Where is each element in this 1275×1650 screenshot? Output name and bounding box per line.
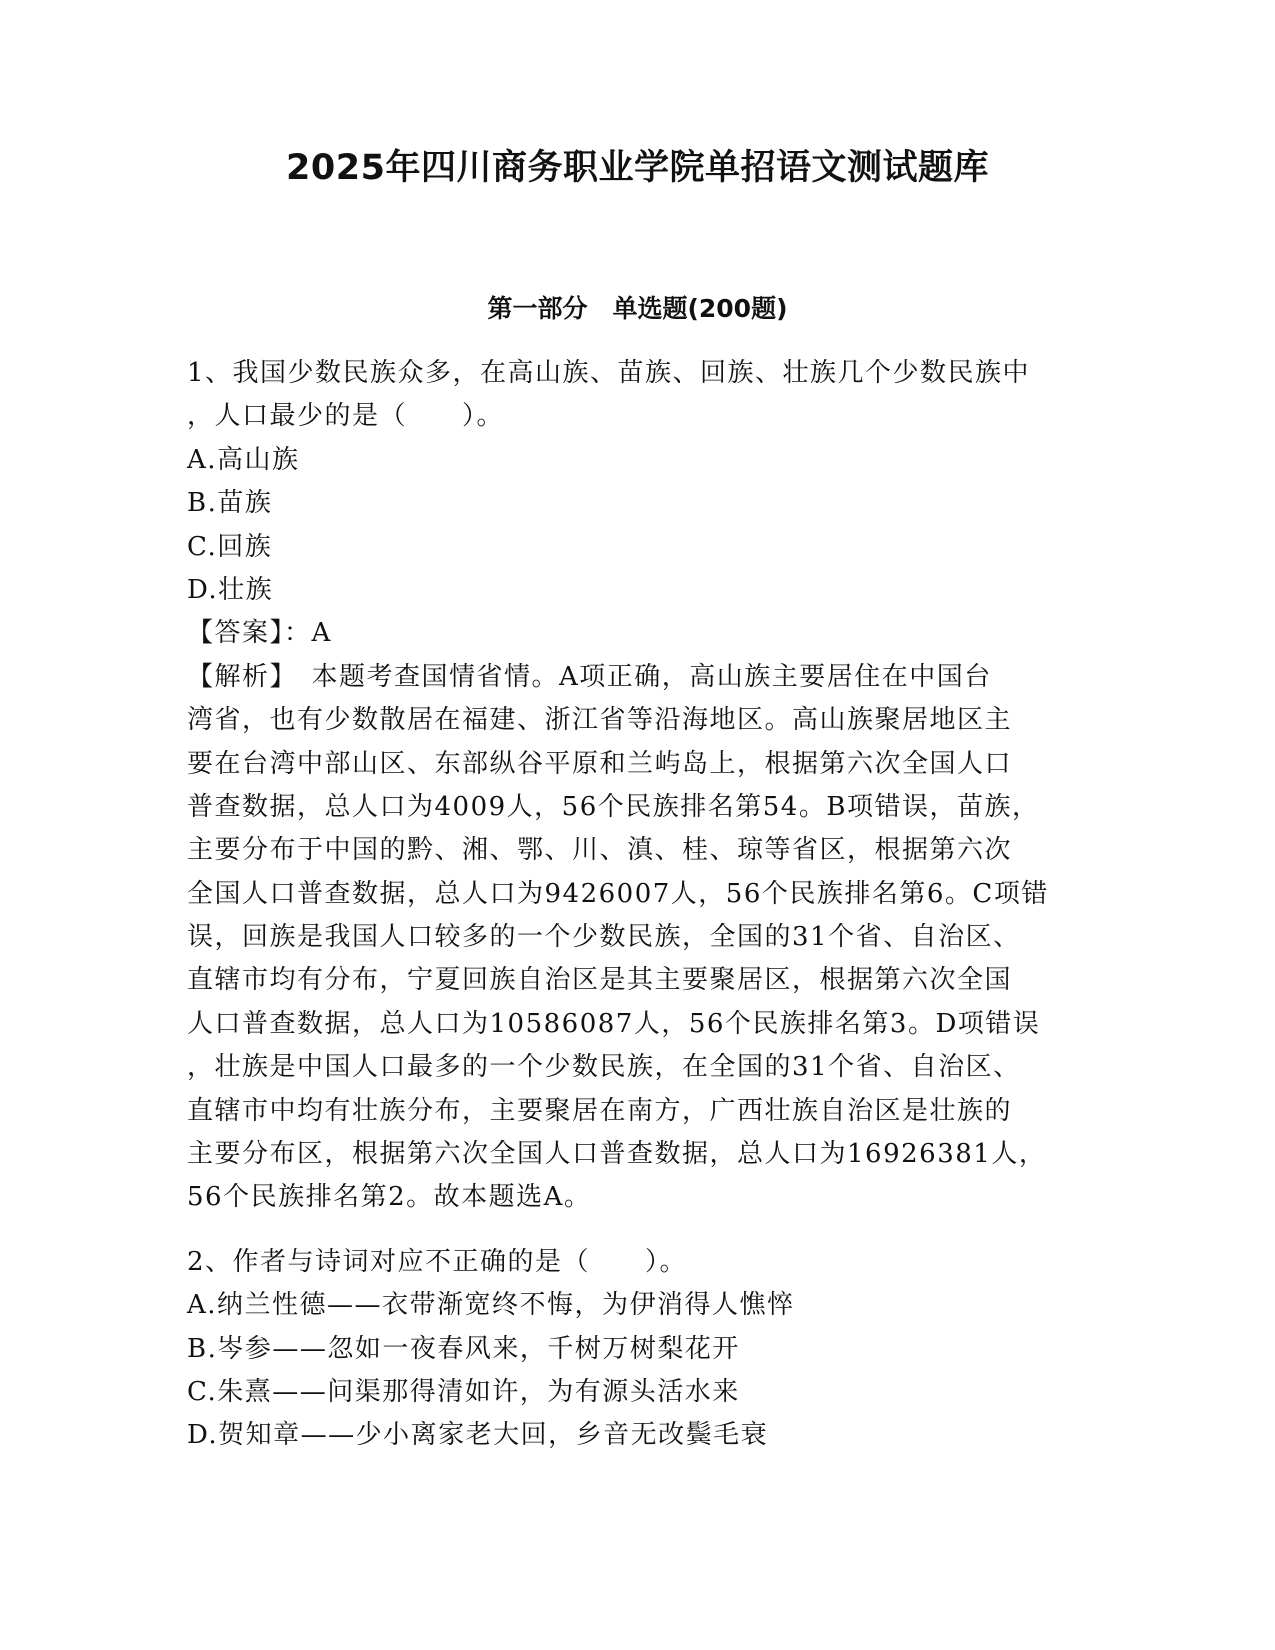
analysis-line: 要在台湾中部山区、东部纵谷平原和兰屿岛上，根据第六次全国人口 — [187, 748, 1013, 779]
question-list — [187, 352, 1087, 1458]
question-stem-line: 1、我国少数民族众多，在高山族、苗族、回族、壮族几个少数民族中 — [187, 358, 1031, 388]
question-1 — [187, 352, 1087, 1220]
analysis-line: 【解析】 本题考查国情省情。A项正确，高山族主要居住在中国台 — [187, 661, 992, 692]
analysis-line: ，壮族是中国人口最多的一个少数民族，在全国的31个省、自治区、 — [187, 1052, 1021, 1083]
question-stem-line: 2、作者与诗词对应不正确的是（ ）。 — [187, 1246, 688, 1277]
option-a: A.高山族 — [187, 444, 300, 475]
option-d: D.壮族 — [187, 574, 274, 605]
analysis-line: 湾省，也有少数散居在福建、浙江省等沿海地区。高山族聚居地区主 — [187, 705, 1013, 736]
option-c: C.朱熹——问渠那得清如许，为有源头活水来 — [187, 1376, 740, 1407]
analysis-line: 普查数据，总人口为4009人，56个民族排名第54。B项错误，苗族， — [187, 791, 1040, 822]
analysis-line: 主要分布于中国的黔、湘、鄂、川、滇、桂、琼等省区，根据第六次 — [187, 835, 1013, 866]
analysis-line: 人口普查数据，总人口为10586087人，56个民族排名第3。D项错误 — [187, 1008, 1041, 1039]
analysis-line: 直辖市均有分布，宁夏回族自治区是其主要聚居区，根据第六次全国 — [187, 965, 1013, 996]
analysis-line: 主要分布区，根据第六次全国人口普查数据，总人口为16926381人， — [187, 1139, 1047, 1170]
question-stem-line: ，人口最少的是（ ）。 — [187, 401, 505, 432]
analysis-line: 误，回族是我国人口较多的一个少数民族，全国的31个省、自治区、 — [187, 922, 1021, 953]
document-title: 2025年四川商务职业学院单招语文测试题库 — [286, 148, 989, 188]
option-b: B.岑参——忽如一夜春风来，千树万树梨花开 — [187, 1333, 740, 1364]
option-c: C.回族 — [187, 531, 273, 562]
section-heading: 第一部分 单选题(200题) — [487, 294, 788, 323]
answer: 【答案】：A — [187, 618, 332, 649]
option-d: D.贺知章——少小离家老大回，乡音无改鬓毛衰 — [187, 1420, 769, 1451]
analysis-line: 全国人口普查数据，总人口为9426007人，56个民族排名第6。C项错 — [187, 878, 1049, 909]
question-2 — [187, 1241, 1087, 1458]
option-b: B.苗族 — [187, 488, 273, 519]
question-spacer — [187, 1220, 1087, 1241]
option-a: A.纳兰性德——衣带渐宽终不悔，为伊消得人憔悴 — [187, 1290, 795, 1321]
analysis-line: 直辖市中均有壮族分布，主要聚居在南方，广西壮族自治区是壮族的 — [187, 1095, 1013, 1126]
analysis-line: 56个民族排名第2。故本题选A。 — [187, 1182, 592, 1213]
